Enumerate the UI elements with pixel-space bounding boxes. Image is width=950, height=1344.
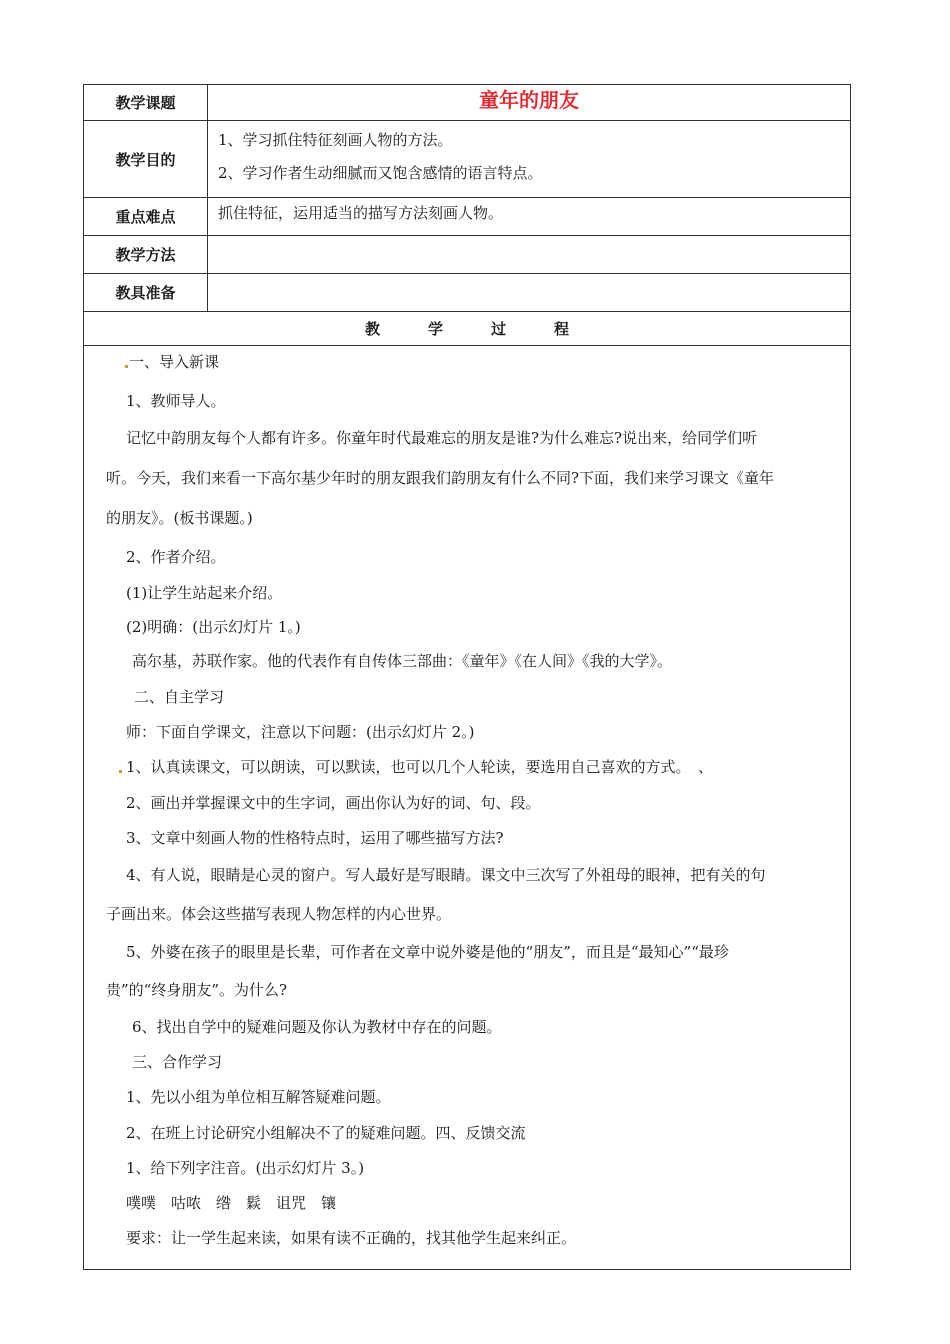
paragraph: 记忆中韵朋友每个人都有许多。你童年时代最难忘的朋友是谁?为什么难忘?说出来，给同学们听 [126, 429, 758, 447]
key-points-cell [208, 198, 850, 235]
paragraph: 1、认真读课文，可以朗读，可以默读，也可以几个人轮读，要选用自己喜欢的方式。 、 [126, 758, 714, 776]
lesson-plan-table [83, 84, 851, 1270]
method-value [208, 236, 850, 273]
paragraph: 子画出来。体会这些描写表现人物怎样的内心世界。 [106, 905, 452, 923]
paragraph: 贵”的“终身朋友”。为什么? [106, 981, 288, 999]
paragraph: 1、先以小组为单位相互解答疑难问题。 [126, 1088, 391, 1106]
goal-item: 1、学习抓住特征刻画人物的方法。 [218, 131, 453, 149]
topic-label: 教学课题 [84, 85, 208, 120]
goal-item: 2、学习作者生动细腻而又饱含感情的语言特点。 [218, 164, 543, 182]
paragraph: 2、画出并掌握课文中的生字词，画出你认为好的词、句、段。 [126, 794, 541, 812]
paragraph: 的朋友》。(板书课题。) [106, 509, 253, 527]
goals-label: 教学目的 [84, 121, 208, 197]
process-header-char: 学 [427, 320, 443, 338]
tools-row [84, 274, 850, 312]
topic-value-cell [208, 85, 850, 120]
tools-value [208, 274, 850, 311]
paragraph: 2、在班上讨论研究小组解决不了的疑难问题。四、反馈交流 [126, 1124, 526, 1142]
section-heading: 三、合作学习 [132, 1053, 223, 1071]
method-row [84, 236, 850, 274]
process-header-char: 程 [554, 320, 570, 338]
process-header-row [84, 312, 850, 346]
process-header-char: 过 [491, 320, 507, 338]
key-points-row [84, 198, 850, 236]
marker-dot [125, 365, 128, 368]
section-heading: 二、自主学习 [134, 688, 225, 706]
paragraph: 3、文章中刻画人物的性格特点时，运用了哪些描写方法? [126, 829, 504, 847]
process-header-char: 教 [364, 320, 380, 338]
process-header [84, 312, 850, 345]
paragraph: 5、外婆在孩子的眼里是长辈，可作者在文章中说外婆是他的“朋友”，而且是“最知心”“最珍 [126, 943, 729, 961]
paragraph: 1、给下列字注音。(出示幻灯片 3。) [126, 1159, 365, 1177]
paragraph: (1)让学生站起来介绍。 [126, 584, 283, 602]
key-points-value: 抓住特征，运用适当的描写方法刻画人物。 [218, 204, 504, 222]
paragraph: 6、找出自学中的疑难问题及你认为教材中存在的问题。 [132, 1018, 502, 1036]
paragraph: 1、教师导人。 [126, 392, 226, 410]
paragraph: 要求：让一学生起来读，如果有读不正确的，找其他学生起来纠正。 [126, 1229, 577, 1247]
lesson-title: 童年的朋友 [479, 88, 579, 112]
method-label: 教学方法 [84, 236, 208, 273]
topic-row [84, 85, 850, 121]
key-points-label: 重点难点 [84, 198, 208, 235]
paragraph: 4、有人说，眼睛是心灵的窗户。写人最好是写眼睛。课文中三次写了外祖母的眼神，把有关的句 [126, 866, 766, 884]
paragraph: 听。今天，我们来看一下高尔基少年时的朋友跟我们韵朋友有什么不同?下面，我们来学习课文《童年 [106, 469, 775, 487]
marker-dot [119, 770, 122, 773]
section-heading: 一、导入新课 [129, 353, 220, 371]
paragraph: (2)明确：(出示幻灯片 1。) [126, 618, 301, 636]
paragraph: 2、作者介绍。 [126, 548, 226, 566]
tools-label: 教具准备 [84, 274, 208, 311]
paragraph: 师：下面自学课文，注意以下问题：(出示幻灯片 2。) [126, 723, 475, 741]
goals-cell [208, 121, 850, 197]
goals-row [84, 121, 850, 198]
paragraph: 噗噗 咕哝 绺 鬏 诅咒 镶 [126, 1194, 337, 1212]
paragraph: 高尔基，苏联作家。他的代表作有自传体三部曲：《童年》《在人间》《我的大学》。 [132, 652, 673, 670]
